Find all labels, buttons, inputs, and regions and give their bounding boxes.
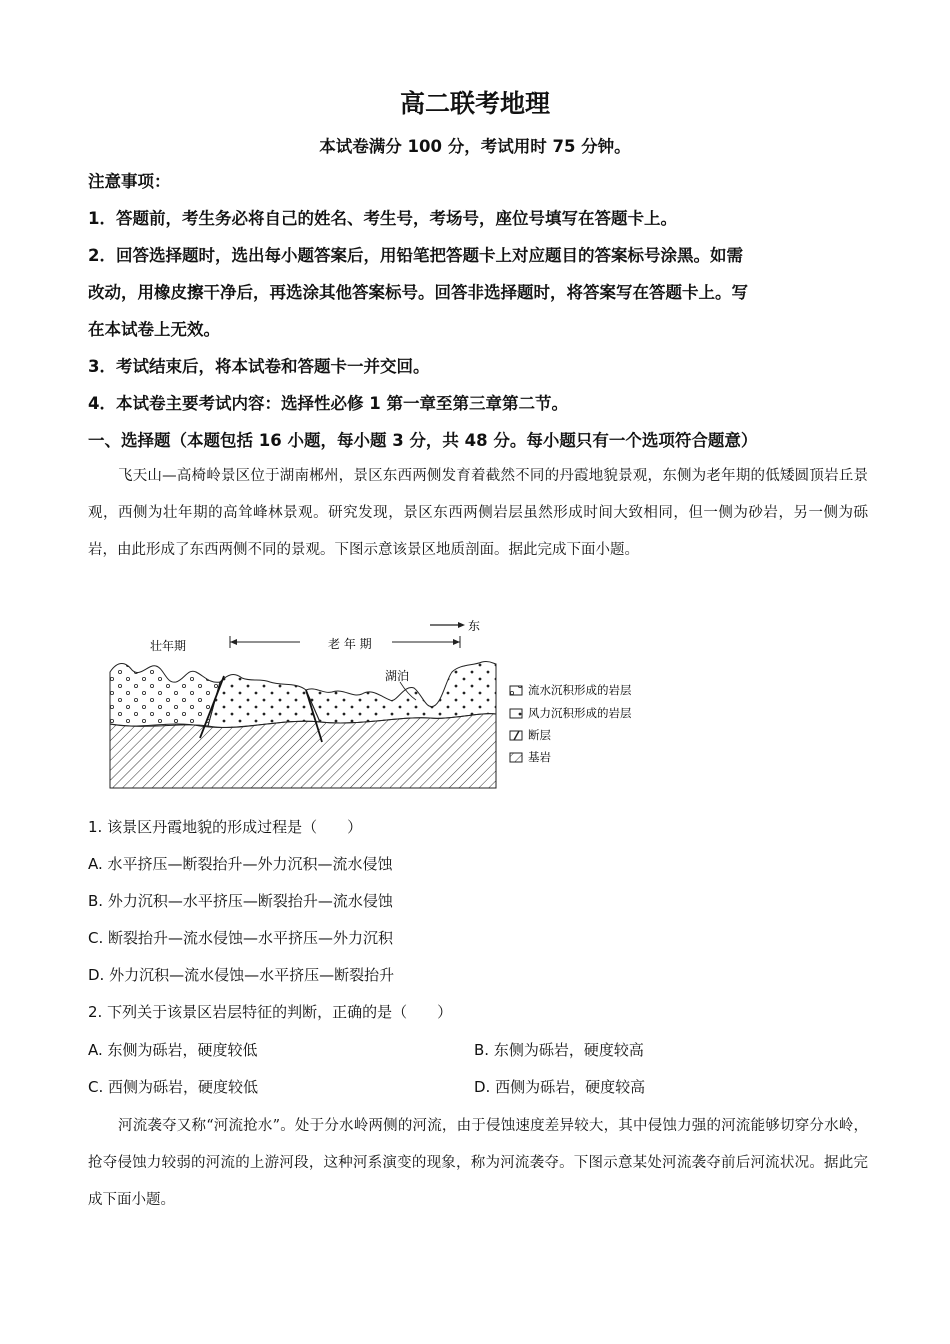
section-heading: 一、选择题（本题包括 16 小题，每小题 3 分，共 48 分。每小题只有一个选项符合题意） (88, 431, 758, 450)
lake-label: 湖泊 (385, 669, 410, 683)
page-subtitle: 本试卷满分 100 分，考试用时 75 分钟。 (319, 137, 631, 156)
notice-item: 3．考试结束后，将本试卷和答题卡一并交回。 (88, 357, 430, 376)
notice-item: 在本试卷上无效。 (88, 320, 220, 339)
legend (510, 683, 632, 764)
old-stage-label: 老 年 期 (328, 637, 372, 651)
notice-item: 改动，用橡皮擦干净后，再选涂其他答案标号。回答非选择题时，将答案写在答题卡上。写 (88, 283, 748, 302)
notice-item: 1．答题前，考生务必将自己的姓名、考生号，考场号，座位号填写在答题卡上。 (88, 209, 677, 228)
notice-item: 4．本试卷主要考试内容：选择性必修 1 第一章至第三章第二节。 (88, 394, 568, 413)
notice-heading: 注意事项： (88, 172, 171, 191)
geological-profile-diagram (100, 612, 660, 802)
question-2-option-a: A. 东侧为砾岩，硬度较低 (88, 1041, 258, 1059)
question-2-option-c: C. 西侧为砾岩，硬度较低 (88, 1078, 259, 1096)
question-1-stem: 1. 该景区丹霞地貌的形成过程是（ ） (88, 818, 363, 836)
legend-aeolian: 风力沉积形成的岩层 (528, 706, 632, 720)
legend-fault: 断层 (528, 728, 551, 742)
direction-label: 东 (468, 619, 481, 633)
question-2-stem: 2. 下列关于该景区岩层特征的判断，正确的是（ ） (88, 1003, 453, 1021)
notice-item: 2．回答选择题时，选出每小题答案后，用铅笔把答题卡上对应题目的答案标号涂黑。如需 (88, 246, 743, 265)
legend-bedrock: 基岩 (528, 750, 551, 764)
passage-2 (88, 1108, 868, 1219)
legend-fluvial: 流水沉积形成的岩层 (528, 683, 632, 697)
mature-stage-label: 壮年期 (150, 639, 187, 653)
question-1-option-b: B. 外力沉积—水平挤压—断裂抬升—流水侵蚀 (88, 892, 393, 910)
passage-2-text: 河流袭夺又称“河流抢水”。处于分水岭两侧的河流，由于侵蚀速度差异较大，其中侵蚀力强的河流能够切穿分水岭，抢夺侵蚀力较弱的河流的上游河段，这种河系演变的现象，称为河流袭夺。下图示意某处河流袭夺前后河流状况。据此完成下面小题。 (88, 1118, 868, 1208)
page-title: 高二联考地理 (399, 89, 550, 118)
question-1-option-a: A. 水平挤压—断裂抬升—外力沉积—流水侵蚀 (88, 855, 393, 873)
question-1-option-d: D. 外力沉积—流水侵蚀—水平挤压—断裂抬升 (88, 966, 395, 984)
question-2-option-d: D. 西侧为砾岩，硬度较高 (474, 1078, 646, 1096)
passage-1-text: 飞天山—高椅岭景区位于湖南郴州，景区东西两侧发育着截然不同的丹霞地貌景观，东侧为老年期的低矮圆顶岩丘景观，西侧为壮年期的高耸峰林景观。研究发现，景区东西两侧岩层虽然形成时间大致相同，但一侧为砂岩，另一侧为砾岩，由此形成了东西两侧不同的景观。下图示意该景区地质剖面。据此完成下面小题。 (88, 468, 868, 558)
question-1-option-c: C. 断裂抬升—流水侵蚀—水平挤压—外力沉积 (88, 929, 394, 947)
passage-1 (88, 458, 868, 569)
question-2-option-b: B. 东侧为砾岩，硬度较高 (474, 1041, 644, 1059)
